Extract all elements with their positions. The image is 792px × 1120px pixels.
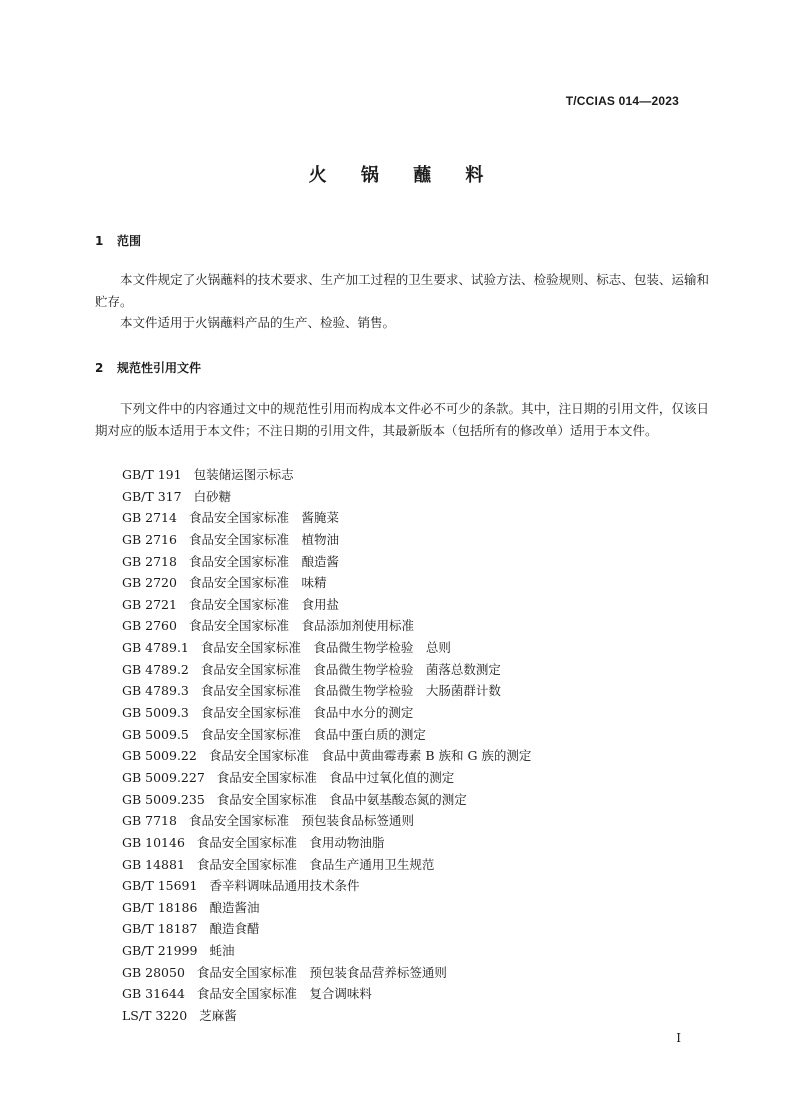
reference-code: GB 5009.22 [122,748,197,764]
reference-item [122,529,531,551]
section-title: 范围 [117,234,142,248]
reference-title: 香辛料调味品通用技术条件 [209,878,360,894]
reference-code: GB/T 21999 [122,943,198,959]
reference-item [122,940,531,962]
reference-code: GB 28050 [122,964,185,980]
reference-code: GB 31644 [122,986,185,1002]
reference-code: LS/T 3220 [122,1008,188,1024]
reference-item [122,680,531,702]
reference-item [122,1005,531,1027]
reference-title: 包装储运图示标志 [193,467,294,482]
reference-title: 蚝油 [209,943,235,959]
reference-item [122,702,531,724]
section-heading-scope [95,232,141,249]
section-title: 规范性引用文件 [117,361,202,375]
reference-item [122,745,531,767]
reference-item [122,983,531,1005]
reference-item [122,875,531,897]
reference-item [122,832,531,854]
reference-code: GB 4789.2 [122,661,189,677]
reference-code: GB/T 18186 [122,899,198,915]
reference-title: 酿造酱油 [209,899,260,915]
reference-title: 食品安全国家标准 食品微生物学检验 大肠菌群计数 [200,683,501,699]
page-number: I [676,1031,681,1045]
reference-title: 食品安全国家标准 食品中蛋白质的测定 [200,726,426,742]
reference-code: GB/T 18187 [122,921,198,937]
reference-title: 食品安全国家标准 食品添加剂使用标准 [188,618,414,634]
reference-title: 食品安全国家标准 酱腌菜 [188,510,339,526]
reference-item [122,637,531,659]
reference-code: GB 14881 [122,856,185,872]
reference-code: GB 5009.5 [122,726,189,742]
reference-item [122,594,531,616]
reference-title: 食品安全国家标准 食用动物油脂 [196,834,385,850]
section-number: 1 [95,234,104,248]
reference-title: 食品安全国家标准 食品生产通用卫生规范 [196,856,435,872]
reference-title: 食品安全国家标准 食品中过氧化值的测定 [216,769,455,785]
reference-item [122,464,531,486]
document-code: T/CCIAS 014—2023 [565,94,679,108]
reference-title: 食品安全国家标准 食品微生物学检验 总则 [200,640,451,656]
reference-code: GB 5009.3 [122,705,189,721]
reference-title: 芝麻酱 [199,1008,237,1024]
reference-item [122,854,531,876]
reference-item [122,615,531,637]
reference-item [122,551,531,573]
reference-title: 食品安全国家标准 复合调味料 [196,986,372,1002]
reference-code: GB 2720 [122,575,177,591]
reference-item [122,659,531,681]
reference-item [122,789,531,811]
reference-item [122,897,531,919]
reference-item [122,724,531,746]
reference-list [122,464,531,1027]
reference-title: 食品安全国家标准 味精 [188,575,327,591]
reference-title: 食品安全国家标准 预包装食品营养标签通则 [196,964,447,980]
scope-paragraph-2: 本文件适用于火锅蘸料产品的生产、检验、销售。 [120,315,396,330]
reference-code: GB 5009.235 [122,791,205,807]
reference-code: GB 2716 [122,531,177,547]
reference-code: GB 2721 [122,596,177,612]
reference-title: 食品安全国家标准 食品微生物学检验 菌落总数测定 [200,661,501,677]
reference-item [122,962,531,984]
reference-title: 食品安全国家标准 酿造酱 [188,553,339,569]
reference-code: GB 2714 [122,510,177,526]
reference-code: GB 2718 [122,553,177,569]
reference-code: GB 5009.227 [122,769,205,785]
section-heading-normative-refs [95,359,201,376]
reference-code: GB/T 317 [122,488,182,504]
reference-title: 食品安全国家标准 食品中黄曲霉毒素 B 族和 G 族的测定 [208,748,532,764]
reference-code: GB 7718 [122,813,177,829]
reference-code: GB 2760 [122,618,177,634]
reference-title: 食品安全国家标准 食用盐 [188,596,339,612]
document-title: 火 锅 蘸 料 [308,165,498,186]
reference-title: 白砂糖 [193,488,232,504]
reference-title: 食品安全国家标准 食品中氨基酸态氮的测定 [216,791,467,807]
reference-item [122,486,531,508]
section-number: 2 [95,361,104,375]
reference-title: 酿造食醋 [209,921,260,937]
normative-refs-intro: 下列文件中的内容通过文中的规范性引用而构成本文件必不可少的条款。其中，注日期的引用文件，仅该日期对应的版本适用于本文件；不注日期的引用文件，其最新版本（包括所有的修改单）适用于本文件。 [95,401,709,438]
reference-title: 食品安全国家标准 预包装食品标签通则 [188,813,414,829]
reference-code: GB 4789.1 [122,640,189,656]
reference-code: GB 4789.3 [122,683,189,699]
reference-code: GB/T 15691 [122,878,198,894]
reference-item [122,767,531,789]
reference-code: GB/T 191 [122,467,182,482]
reference-title: 食品安全国家标准 植物油 [188,531,339,547]
reference-code: GB 10146 [122,834,185,850]
reference-item [122,918,531,940]
reference-item [122,572,531,594]
scope-paragraph-1: 本文件规定了火锅蘸料的技术要求、生产加工过程的卫生要求、试验方法、检验规则、标志、包装、运输和贮存。 [95,272,709,309]
reference-title: 食品安全国家标准 食品中水分的测定 [200,705,414,721]
reference-item [122,507,531,529]
reference-item [122,810,531,832]
